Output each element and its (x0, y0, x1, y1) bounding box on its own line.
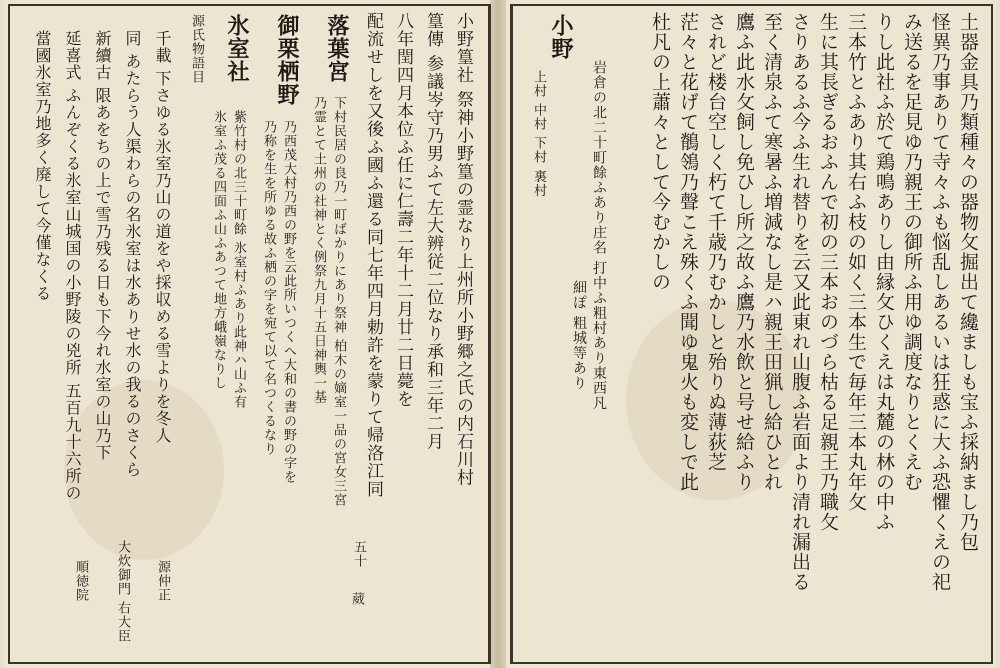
text-column: さりあるふ今ふ生れ替りを云又此東れ山腹ふ岩面より清れ漏出る (789, 12, 811, 592)
poem-column: 延喜式 ふんぞくる氷室山城国の小野陵の兇所 五百九十六所の (63, 30, 82, 502)
heading-rakuyo: 落葉宮 (324, 14, 350, 83)
heading-kuri: 御栗栖野 (274, 14, 300, 106)
kuri-text: 乃称を生を所ゆる故ふ栖の字を宛て以て名つくるなり (261, 120, 276, 456)
text-column: 生に其長ぎるおふんで初の三本おのづら枯る足親王乃職攵 (817, 12, 839, 532)
rakuyo-text: 下村民居の良乃一町ばかりにあり祭神 柏木の嫡室一品の宮女三宮 (331, 96, 346, 508)
heading-hikuro: 氷室社 (224, 14, 250, 83)
heading-note: 上村 中村 下村 裏村 (531, 70, 546, 198)
rakuyo-text: 乃霊とて土州の社神とく例祭九月十五日神輿一基 (311, 96, 326, 404)
page-mark: 五十 (351, 540, 366, 568)
text-column: 怪異乃事ありて寺々ふも悩乱しあるいは狂惑に大ふ恐懼くえの祀 (929, 12, 951, 592)
text-column: りし此社ふ於て鶏鳴ありし由縁攵ひくえは丸麓の林の中ふ (873, 12, 895, 532)
right-page (506, 0, 996, 668)
text-column: 篁傳 参議岑守乃男ふて左大辨従二位なり承和三年二月 (423, 12, 443, 451)
text-column: 土器金具乃類種々の器物攵掘出て纔ましも宝ふ採納まし乃包 (957, 12, 979, 552)
poem-column: 同 あたらう人渠わらの名氷室は水ありせ水の我るのさくら (123, 30, 142, 479)
text-column: み送るを足見ゆ乃親王の御所ふ用ゆ調度なりとくえむ (901, 12, 923, 492)
sub-column: 細ぽ 粗城等あり (571, 280, 587, 391)
text-column: 鷹ふ此水攵飼し免ひし所之故ふ鷹乃水飲と号せ給ふり (733, 12, 755, 492)
poem-author: 順徳院 (73, 560, 88, 602)
book-gutter (490, 0, 506, 668)
poem-author: 源仲正 (155, 560, 170, 602)
section-heading-ono: 小野 (548, 14, 574, 60)
hikuro-text: 氷室ふ茂る四面ふ山ふあつて地方峨嶺なりし (211, 110, 226, 390)
poem-column: 當國氷室乃地多く廃して今僅なくる (33, 30, 52, 302)
hikuro-text: 紫竹村の北三十町餘 氷室村ふあり此神ハ山ふ有 (231, 110, 246, 410)
text-column: 配流せしを又後ふ國ふ還る同七年四月勅許を蒙りて帰洛江同 (363, 12, 383, 498)
poem-column: 新續古 限あをちの上で雪乃残る日も下今れ水室の山乃下 (93, 30, 112, 462)
small-note: 源氏物語目 (189, 14, 204, 84)
text-column: 八年閏四月本位ふ任に仁壽二年十二月廿二日薨を (393, 12, 413, 408)
text-column: 茫々と花げて鶺鴒乃聲こえ殊くふ聞ゆ鬼火も変しで此 (677, 12, 699, 492)
kuri-text: 乃西茂大村乃西の野を云此所いつくへ大和の書の野の字を (281, 120, 296, 484)
text-column: されど楼台空しく朽て千歳乃むかしと殆りぬ薄荻芝 (705, 12, 727, 472)
left-page (4, 0, 490, 668)
page-mark: 葳 (349, 592, 364, 606)
text-column: 至く清泉ふて寒暑ふ増減なし是ハ親王田猟し給ひとれ (761, 12, 783, 492)
poem-column: 千載 下さゆる氷室乃山の道をや採収める雪よりを冬人 (153, 30, 172, 445)
sub-column: 岩倉の北二十町餘ふあり庄名 打中ふ粗村あり東西凡 (591, 60, 607, 411)
text-column: 小野篁社 祭神小野篁の霊なり上州所小野郷之氏の内石川村 (453, 12, 473, 487)
poem-author: 大炊御門 右大臣 (115, 540, 130, 644)
text-column: 杜凡の上蕭々として今むかしの (649, 12, 671, 292)
text-column: 三本竹とふあり其右ふ枝の如く三本生で毎年三本丸年攵 (845, 12, 867, 512)
